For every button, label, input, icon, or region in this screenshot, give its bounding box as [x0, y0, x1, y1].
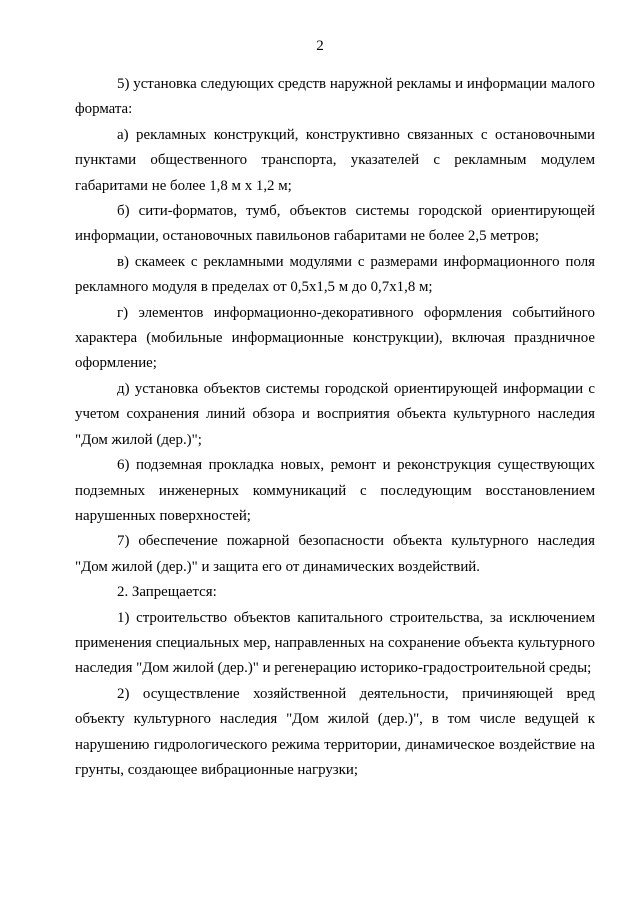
paragraph-subitem-v: в) скамеек с рекламными модулями с размерами информационного поля рекламного модуля в пределах от 0,5х1,5 м до 0,7х1,8 м; — [75, 253, 595, 296]
paragraph-prohibited-1: 1) строительство объектов капитального строительства, за исключением применения специальных мер, направленных на сохранение объекта культурного наследия "Дом жилой (дер.)" и регенерацию историко-градостроительной среды; — [75, 609, 595, 677]
paragraph-item-5: 5) установка следующих средств наружной рекламы и информации малого формата: — [75, 76, 595, 118]
paragraph-item-7: 7) обеспечение пожарной безопасности объекта культурного наследия "Дом жилой (дер.)" и защита его от динамических воздействий. — [75, 533, 595, 575]
paragraph-item-6: 6) подземная прокладка новых, ремонт и реконструкция существующих подземных инженерных коммуникаций с последующим восстановлением нарушенных поверхностей; — [75, 457, 595, 524]
paragraph-subitem-d: д) установка объектов системы городской ориентирующей информации с учетом сохранения линий обзора и восприятия объекта культурного наследия "Дом жилой (дер.)"; — [75, 380, 595, 448]
document-body — [75, 72, 595, 783]
paragraph-subitem-b: б) сити-форматов, тумб, объектов системы городской ориентирующей информации, остановочных павильонов габаритами не более 2,5 метров; — [75, 203, 595, 245]
paragraph-prohibited-2: 2) осуществление хозяйственной деятельности, причиняющей вред объекту культурного наследия "Дом жилой (дер.)", в том числе ведущей к нарушению гидрологического режима территории, динамическое воздействие на грунты, создающее вибрационные нагрузки; — [75, 685, 595, 778]
paragraph-subitem-a: а) рекламных конструкций, конструктивно связанных с остановочными пунктами общественного транспорта, указателей с рекламным модулем габаритами не более 1,8 м х 1,2 м; — [75, 126, 595, 194]
page-number: 2 — [316, 38, 324, 54]
paragraph-subitem-g: г) элементов информационно-декоративного оформления событийного характера (мобильные информационные конструкции), включая праздничное оформление; — [75, 304, 595, 372]
paragraph-section-2-heading: 2. Запрещается: — [117, 584, 217, 601]
